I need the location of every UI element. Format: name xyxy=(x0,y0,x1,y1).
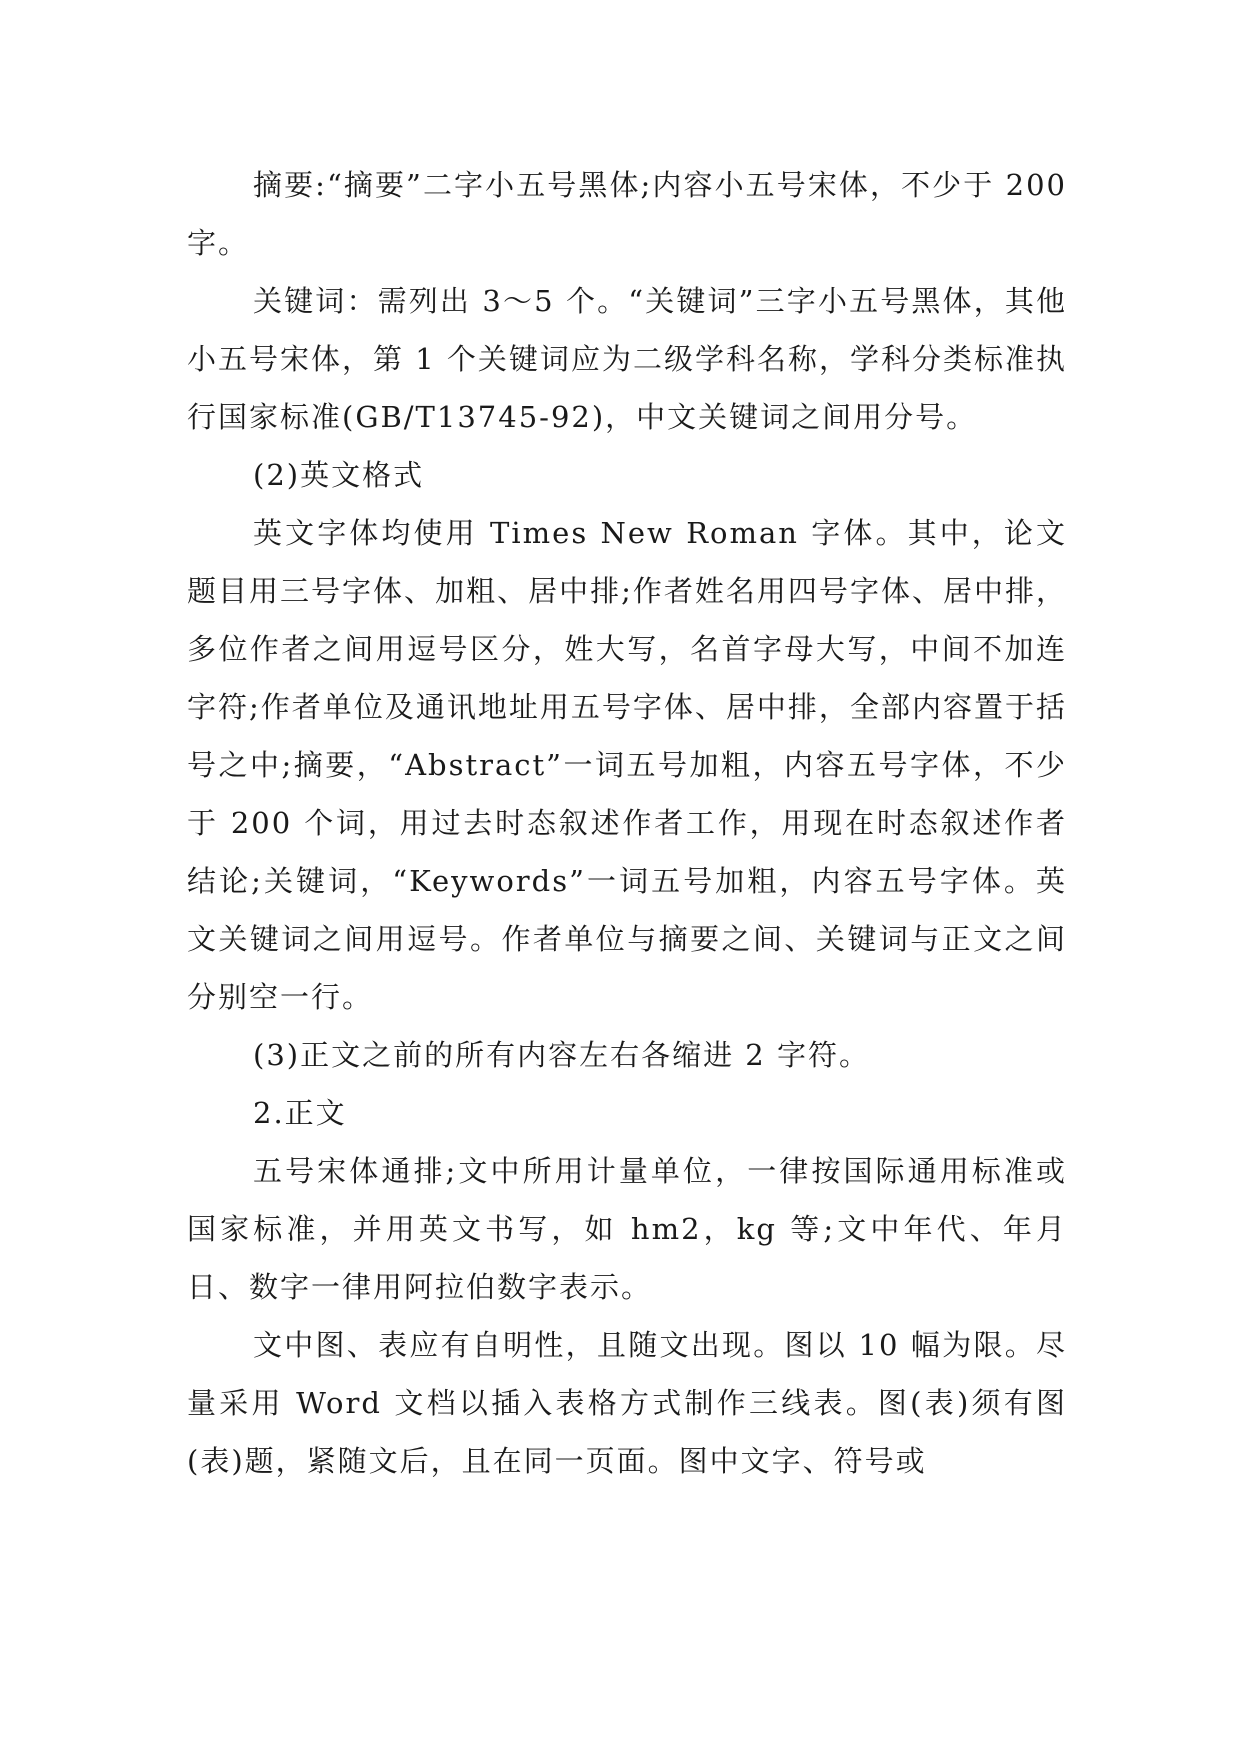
keywords-paragraph: 关键词：需列出 3～5 个。“关键词”三字小五号黑体，其他小五号宋体，第 1 个关键词应为二级学科名称，学科分类标准执行国家标准(GB/T13745-92)，中文关键词之间用分号。 xyxy=(187,284,1067,434)
english-format-paragraph: 英文字体均使用 Times New Roman 字体。其中，论文题目用三号字体、加粗、居中排;作者姓名用四号字体、居中排，多位作者之间用逗号区分，姓大写，名首字母大写，中间不加连字符;作者单位及通讯地址用五号字体、居中排，全部内容置于括号之中;摘要，“Abstract”一词五号加粗，内容五号字体，不少于 200 个词，用过去时态叙述作者工作，用现在时态叙述作者结论;关键词，“Keywords”一词五号加粗，内容五号字体。英文关键词之间用逗号。作者单位与摘要之间、关键词与正文之间分别空一行。 xyxy=(187,516,1067,1014)
english-format-heading: (2)英文格式 xyxy=(253,458,425,492)
indent-rule-paragraph: (3)正文之前的所有内容左右各缩进 2 字符。 xyxy=(253,1038,870,1072)
body-text-paragraph: 五号宋体通排;文中所用计量单位，一律按国际通用标准或国家标准，并用英文书写，如 hm2，kg 等;文中年代、年月日、数字一律用阿拉伯数字表示。 xyxy=(187,1154,1067,1304)
abstract-paragraph: 摘要:“摘要”二字小五号黑体;内容小五号宋体，不少于 200 字。 xyxy=(187,168,1067,260)
body-text-heading: 2.正文 xyxy=(253,1096,347,1130)
figures-tables-paragraph: 文中图、表应有自明性，且随文出现。图以 10 幅为限。尽量采用 Word 文档以插入表格方式制作三线表。图(表)须有图(表)题，紧随文后，且在同一页面。图中文字、符号或 xyxy=(187,1328,1067,1478)
document-body xyxy=(187,156,1067,1490)
